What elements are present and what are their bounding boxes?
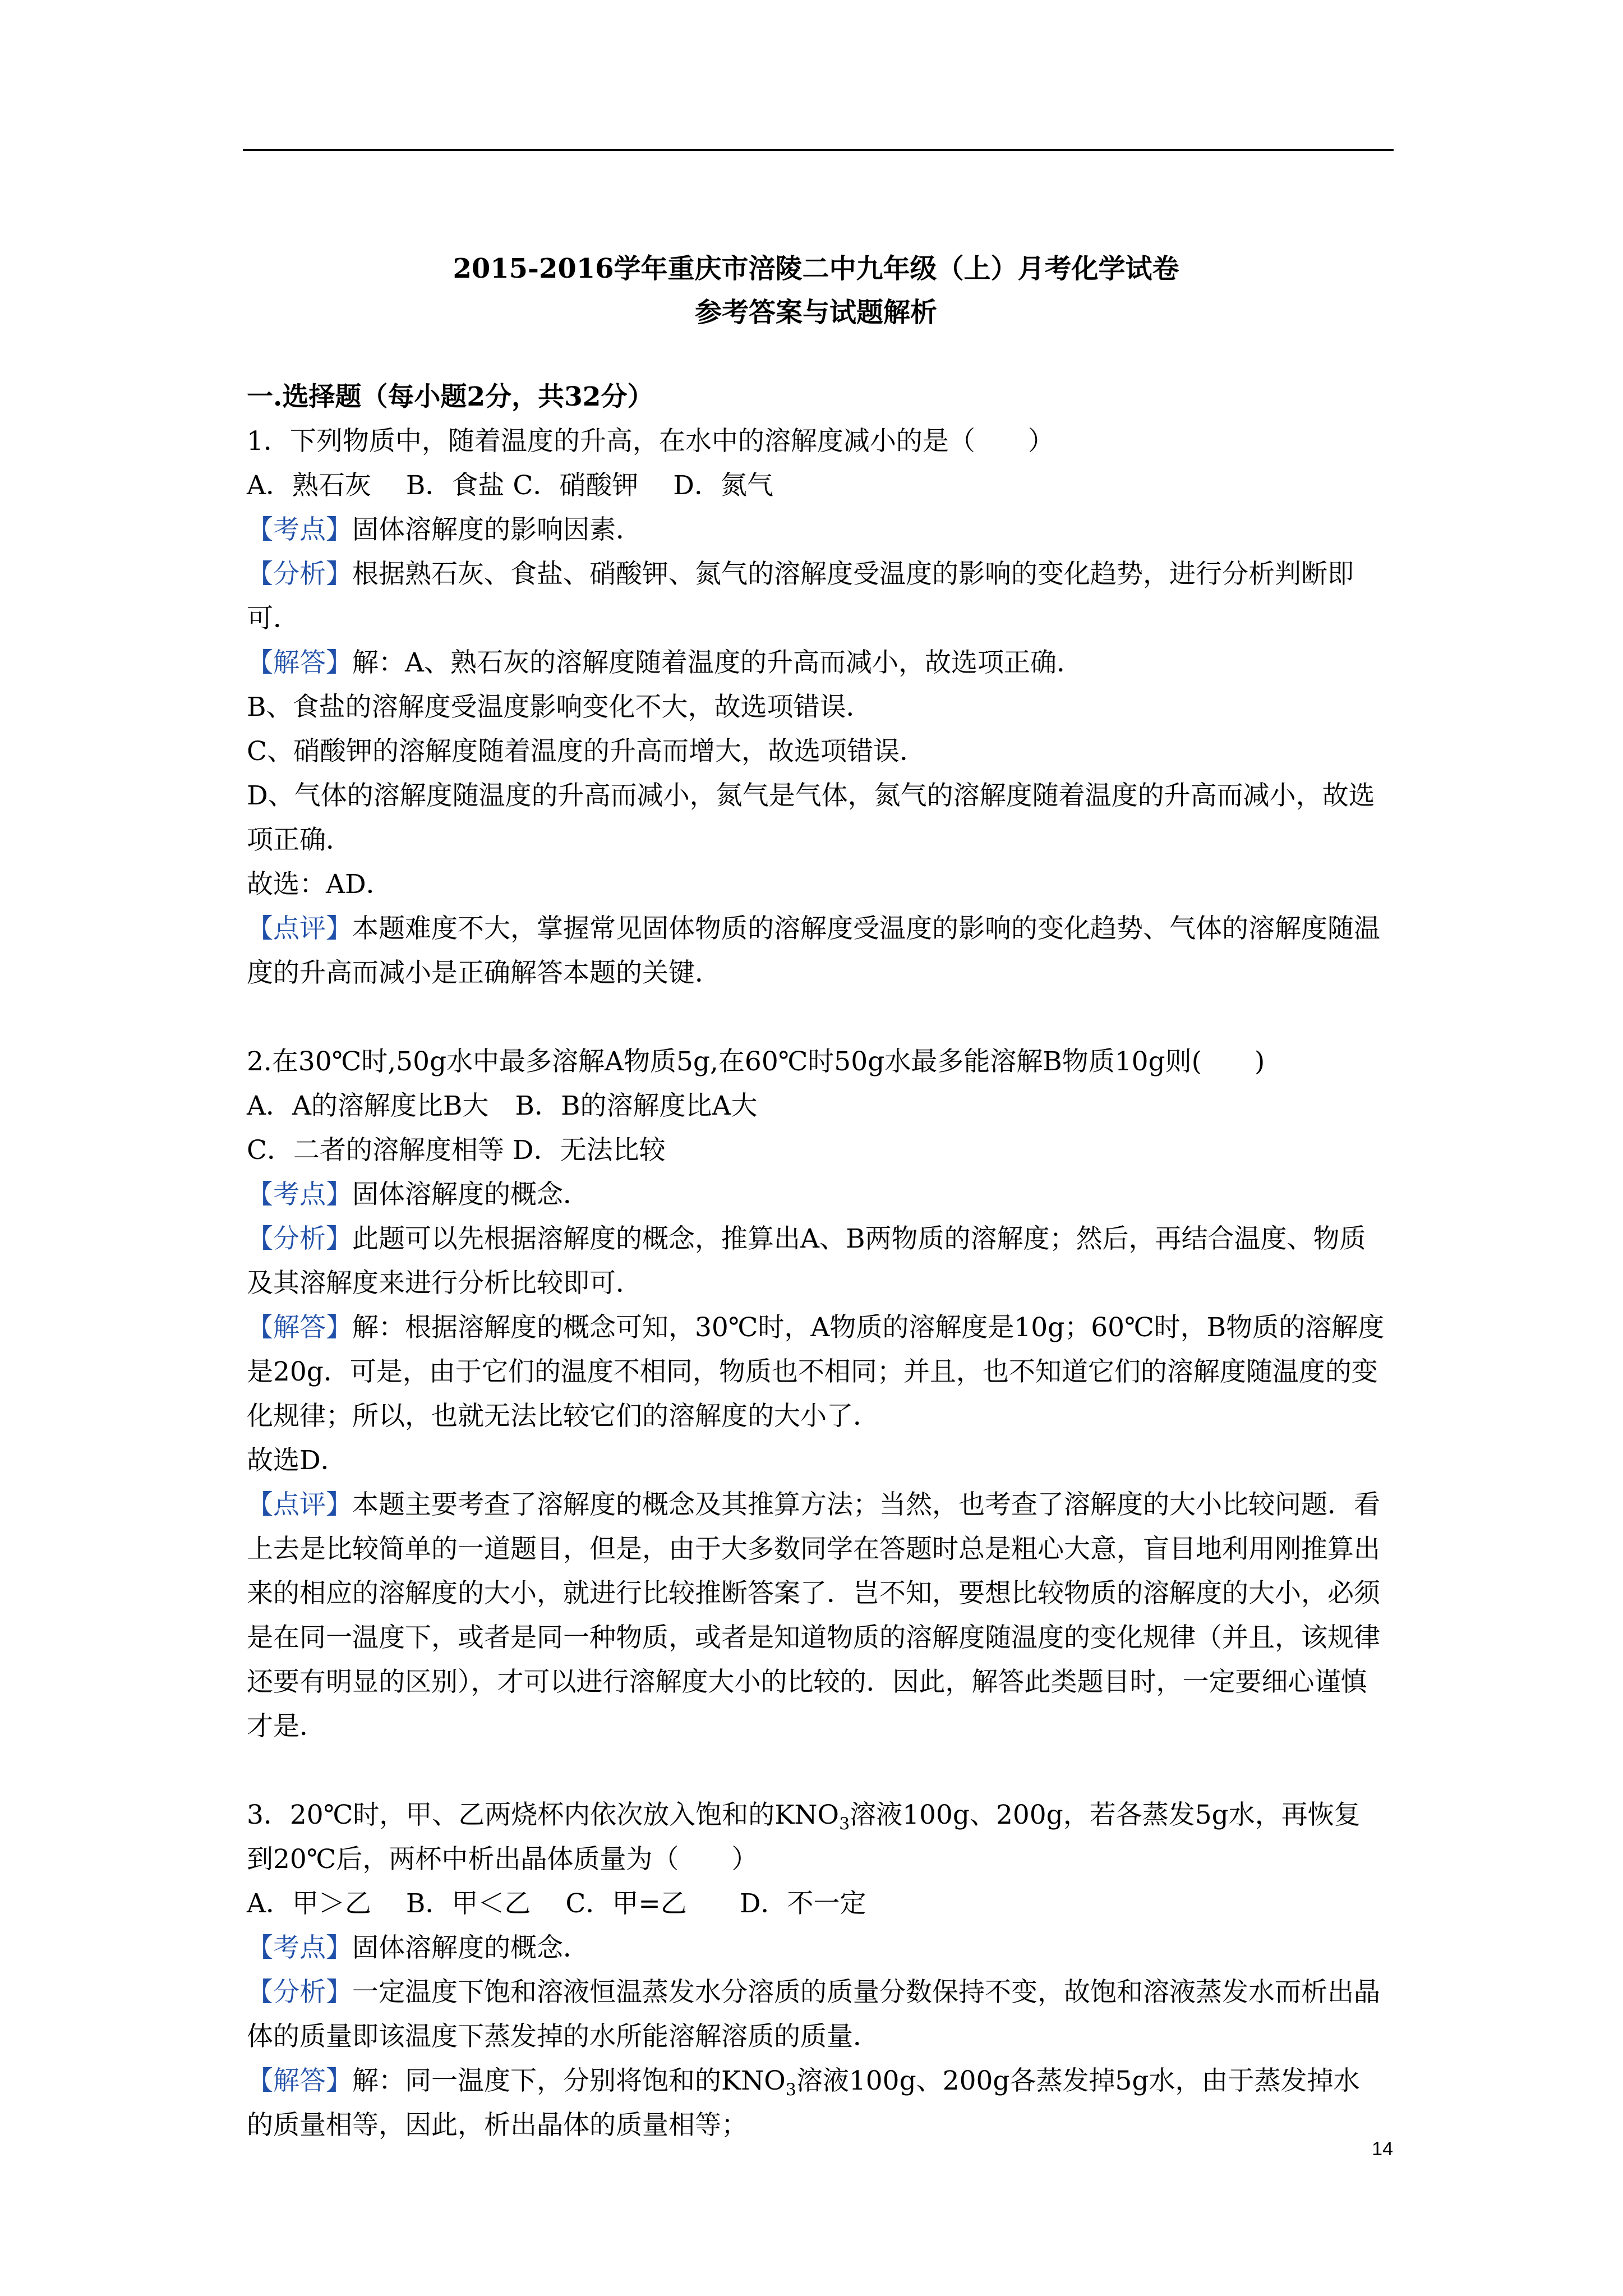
q3-stem-b: 溶液100g、200g，若各蒸发5g水，再恢复到20℃后，两杯中析出晶体质量为（ ） xyxy=(247,1800,1361,1875)
q3-fenxi-text: 一定温度下饱和溶液恒温蒸发水分溶质的质量分数保持不变，故饱和溶液蒸发水而析出晶体的质量即该温度下蒸发掉的水所能溶解溶质的质量． xyxy=(247,1977,1380,2052)
q2-stem: 2.在30℃时,50g水中最多溶解A物质5g,在60℃时50g水最多能溶解B物质10g则( ) xyxy=(247,1046,1265,1077)
q3-stem xyxy=(247,1793,1385,1881)
q2-dianping-text: 本题主要考查了溶解度的概念及其推算方法；当然，也考查了溶解度的大小比较问题．看上去是比较简单的一道题目，但是，由于大多数同学在答题时总是粗心大意，盲目地利用刚推算出来的相应的溶解度的大小，就进行比较推断答案了．岂不知，要想比较物质的溶解度的大小，必须是在同一温度下，或者是同一种物质，或者是知道物质的溶解度随温度的变化规律（并且，该规律还要有明显的区别），才可以进行溶解度大小的比较的．因此，解答此类题目时，一定要细心谨慎才是． xyxy=(247,1489,1380,1742)
q1-jieda xyxy=(247,641,1385,685)
q3-jieda xyxy=(247,2059,1385,2147)
q3-kaodian xyxy=(247,1926,1385,1970)
spacer xyxy=(247,995,1385,1039)
document-title: 2015-2016学年重庆市涪陵二中九年级（上）月考化学试卷 xyxy=(453,253,1179,284)
q2-answer: 故选D． xyxy=(247,1445,347,1476)
q3-stem-a: 3．20℃时，甲、乙两烧杯内依次放入饱和的KNO xyxy=(247,1800,840,1830)
q1-dianping xyxy=(247,907,1385,995)
q1-options: A．熟石灰 B．食盐 C．硝酸钾 D．氮气 xyxy=(247,470,773,501)
q1-stem: 1．下列物质中，随着温度的升高，在水中的溶解度减小的是（ ） xyxy=(247,426,1054,457)
q2-fenxi xyxy=(247,1217,1385,1305)
q1-kaodian xyxy=(247,508,1385,552)
q1-fenxi-text: 根据熟石灰、食盐、硝酸钾、氮气的溶解度受温度的影响的变化趋势，进行分析判断即可． xyxy=(247,559,1354,634)
kaodian-tag: 【考点】 xyxy=(247,1179,352,1210)
page-content xyxy=(247,247,1385,2147)
q2-options-2: C．二者的溶解度相等 D．无法比较 xyxy=(247,1135,666,1166)
dianping-tag: 【点评】 xyxy=(247,913,352,944)
section-title: 一.选择题（每小题2分，共32分） xyxy=(247,381,654,412)
fenxi-tag: 【分析】 xyxy=(247,1223,352,1254)
q2-jieda xyxy=(247,1305,1385,1438)
q3-fenxi xyxy=(247,1970,1385,2059)
q2-kaodian-text: 固体溶解度的概念． xyxy=(352,1179,589,1210)
page-number: 14 xyxy=(1372,2138,1393,2160)
jieda-tag: 【解答】 xyxy=(247,647,352,678)
q1-fenxi xyxy=(247,552,1385,641)
jieda-tag: 【解答】 xyxy=(247,1312,352,1343)
kaodian-tag: 【考点】 xyxy=(247,1932,352,1963)
q2-options-1: A．A的溶解度比B大 B．B的溶解度比A大 xyxy=(247,1091,758,1121)
q1-kaodian-text: 固体溶解度的影响因素． xyxy=(352,514,642,545)
q1-answer: 故选：AD． xyxy=(247,869,393,900)
fenxi-tag: 【分析】 xyxy=(247,559,352,590)
q1-jieda-text: 解：A、熟石灰的溶解度随着温度的升高而减小，故选项正确． xyxy=(352,647,1083,678)
title-block xyxy=(247,247,1385,334)
q2-kaodian xyxy=(247,1172,1385,1217)
q3-jieda-subscript: 3 xyxy=(785,2080,796,2100)
document-subtitle: 参考答案与试题解析 xyxy=(694,297,937,328)
q1-dianping-text: 本题难度不大，掌握常见固体物质的溶解度受温度的影响的变化趋势、气体的溶解度随温度的升高而减小是正确解答本题的关键． xyxy=(247,913,1380,988)
dianping-tag: 【点评】 xyxy=(247,1489,352,1520)
fenxi-tag: 【分析】 xyxy=(247,1977,352,2008)
q3-jieda-a: 解：同一温度下，分别将饱和的KNO xyxy=(352,2065,786,2096)
spacer xyxy=(247,1749,1385,1793)
q3-options: A．甲＞乙 B．甲＜乙 C．甲=乙 D．不一定 xyxy=(247,1888,866,1919)
jieda-tag: 【解答】 xyxy=(247,2065,352,2096)
q1-line-c: C、硝酸钾的溶解度随着温度的升高而增大，故选项错误． xyxy=(247,736,926,767)
kaodian-tag: 【考点】 xyxy=(247,514,352,545)
q2-jieda-text: 解：根据溶解度的概念可知，30℃时，A物质的溶解度是10g；60℃时，B物质的溶解度是20g．可是，由于它们的温度不相同，物质也不相同；并且，也不知道它们的溶解度随温度的变化规律；所以，也就无法比较它们的溶解度的大小了． xyxy=(247,1312,1385,1432)
q1-line-b: B、食盐的溶解度受温度影响变化不大，故选项错误． xyxy=(247,692,873,723)
q3-jieda-b: 溶液100g、200g各蒸发掉5g水，由于蒸发掉水的质量相等，因此，析出晶体的质量相等； xyxy=(247,2065,1360,2141)
header-rule xyxy=(243,149,1394,151)
q3-kaodian-text: 固体溶解度的概念． xyxy=(352,1932,589,1963)
q2-dianping xyxy=(247,1483,1385,1749)
q1-line-d: D、气体的溶解度随温度的升高而减小，氮气是气体，氮气的溶解度随着温度的升高而减小，故选项正确． xyxy=(247,780,1375,855)
q2-fenxi-text: 此题可以先根据溶解度的概念，推算出A、B两物质的溶解度；然后，再结合温度、物质及其溶解度来进行分析比较即可． xyxy=(247,1223,1366,1299)
q3-stem-subscript: 3 xyxy=(839,1814,850,1834)
